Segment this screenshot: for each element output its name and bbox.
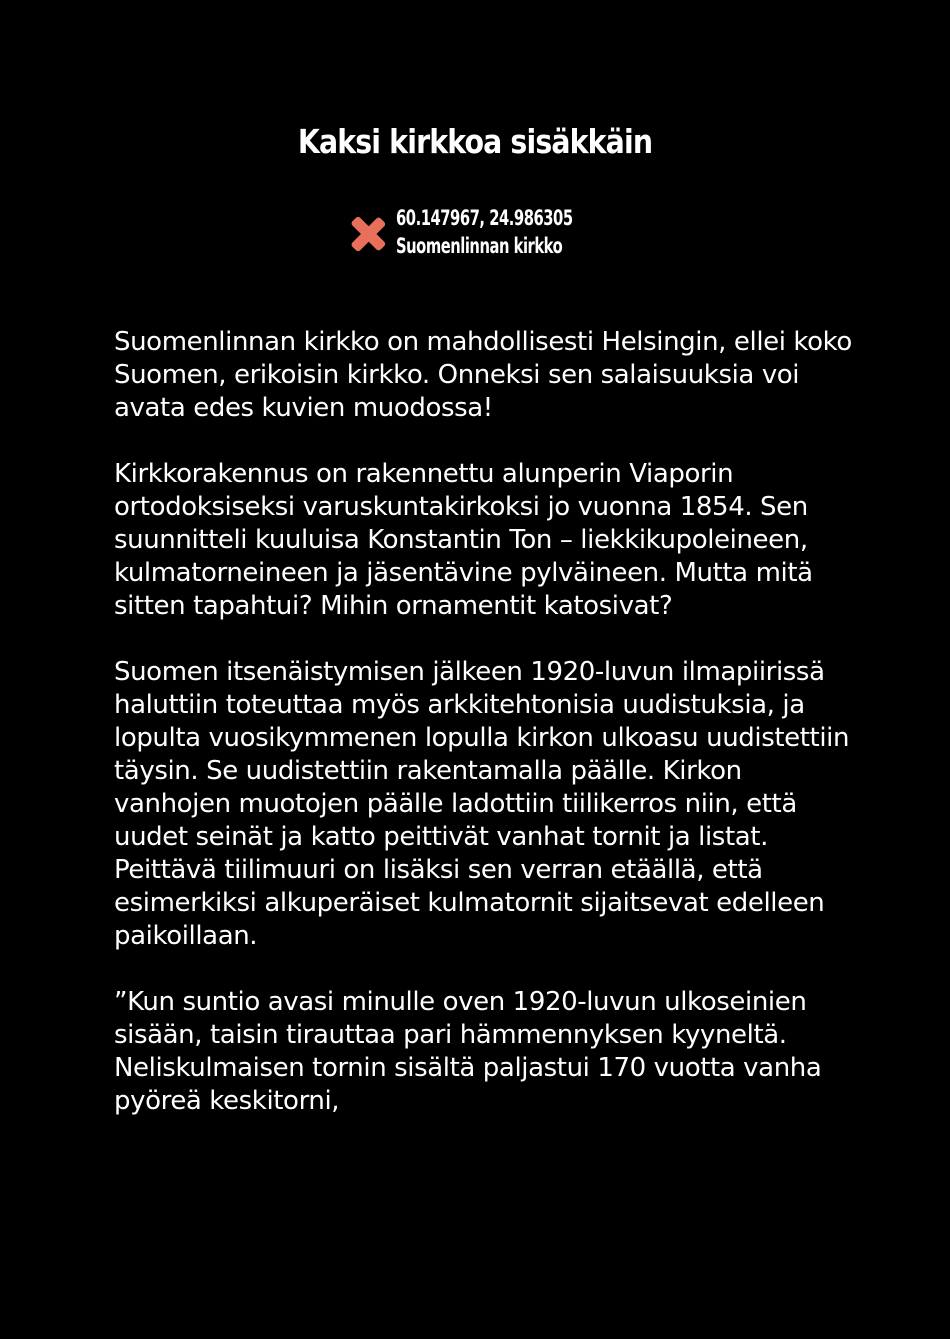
article-body (114, 326, 854, 1151)
paragraph: Suomenlinnan kirkko on mahdollisesti Helsingin, ellei koko Suomen, erikoisin kirkko. Onneksi sen salaisuuksia voi avata edes kuvien muodossa! (114, 327, 852, 423)
paragraph: ”Kun suntio avasi minulle oven 1920-luvun ulkoseinien sisään, taisin tirauttaa pari hämmennyksen kyyneltä. Neliskulmaisen tornin sisältä paljastui 170 vuotta vanha pyöreä keskitorni, (114, 987, 822, 1116)
x-marker-icon (348, 214, 388, 254)
location-block (348, 202, 622, 262)
marker-shape (350, 216, 386, 253)
place-name: Suomenlinnan kirkko (396, 234, 563, 258)
paragraph: Kirkkorakennus on rakennettu alunperin Viaporin ortodoksiseksi varuskuntakirkoksi jo vuonna 1854. Sen suunnitteli kuuluisa Konstantin Ton – liekkikupoleineen, kulmatorneineen ja jäsentävine pylväineen. Mutta mitä sitten tapahtui? Mihin ornamentit katosivat? (114, 459, 813, 621)
location-text (396, 204, 573, 260)
paragraph: Suomen itsenäistymisen jälkeen 1920-luvun ilmapiirissä haluttiin toteuttaa myös arkkitehtonisia uudistuksia, ja lopulta vuosikymmenen lopulla kirkon ulkoasu uudistettiin täysin. Se uudistettiin rakentamalla päälle. Kirkon vanhojen muotojen päälle ladottiin tiilikerros niin, että uudet seinät ja katto peittivät vanhat tornit ja listat. Peittävä tiilimuuri on lisäksi sen verran etäällä, että esimerkiksi alkuperäiset kulmatornit sijaitsevat edelleen paikoillaan. (114, 657, 850, 951)
coordinates: 60.147967, 24.986305 (396, 206, 573, 230)
page-title: Kaksi kirkkoa sisäkkäin (297, 122, 653, 161)
